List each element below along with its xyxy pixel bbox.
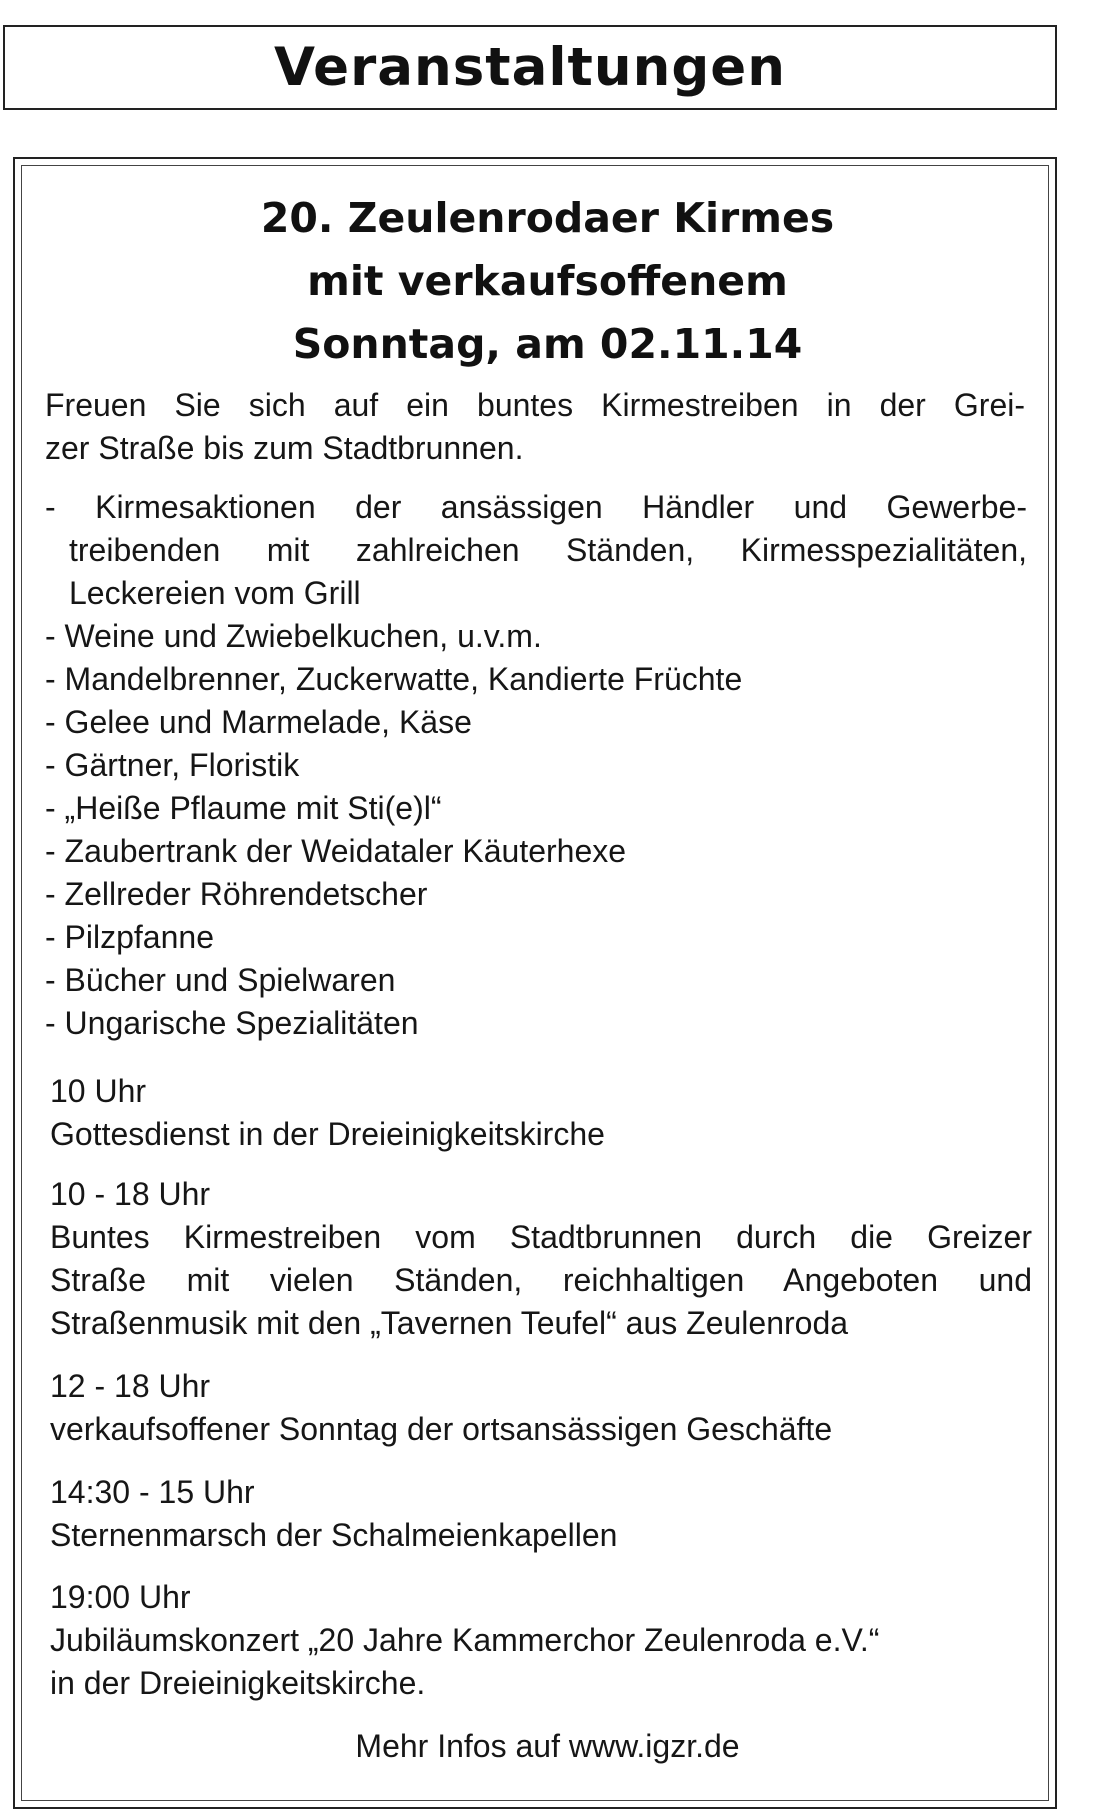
list-item: - Gelee und Marmelade, Käse [45, 704, 472, 740]
schedule-description: Straßenmusik mit den „Tavernen Teufel“ aus Zeulenroda [50, 1305, 849, 1341]
schedule-time: 12 - 18 Uhr [50, 1368, 211, 1404]
schedule-description: Sternenmarsch der Schalmeienkapellen [50, 1517, 618, 1553]
list-item: - Gärtner, Floristik [45, 747, 300, 783]
schedule-description: Jubiläumskonzert „20 Jahre Kammerchor Zeulenroda e.V.“ [50, 1622, 880, 1658]
list-item: - Weine und Zwiebelkuchen, u.v.m. [45, 618, 542, 654]
schedule-time: 10 - 18 Uhr [50, 1176, 211, 1212]
list-item: - Bücher und Spielwaren [45, 962, 396, 998]
schedule-time: 14:30 - 15 Uhr [50, 1474, 255, 1510]
list-item: - Zaubertrank der Weidataler Käuterhexe [45, 833, 627, 869]
schedule-description: in der Dreieinigkeitskirche. [50, 1665, 426, 1701]
section-title: Veranstaltungen [274, 37, 786, 98]
intro-line-2: zer Straße bis zum Stadtbrunnen. [45, 430, 524, 466]
list-item: - Ungarische Spezialitäten [45, 1005, 419, 1041]
list-item: - Zellreder Röhrendetscher [45, 876, 428, 912]
list-item-line: Leckereien vom Grill [69, 575, 361, 611]
intro-line-1: Freuen Sie sich auf ein buntes Kirmestreiben in der Grei- [45, 387, 1025, 423]
list-item-line: - Kirmesaktionen der ansässigen Händler und Gewerbe- [45, 489, 1027, 525]
schedule-description: Gottesdienst in der Dreieinigkeitskirche [50, 1116, 605, 1152]
event-title-line-3: Sonntag, am 02.11.14 [292, 320, 803, 368]
schedule-time: 19:00 Uhr [50, 1579, 191, 1615]
schedule-description: verkaufsoffener Sonntag der ortsansässigen Geschäfte [50, 1411, 833, 1447]
event-title-line-1: 20. Zeulenrodaer Kirmes [260, 194, 835, 242]
schedule-description: Straße mit vielen Ständen, reichhaltigen Angeboten und [50, 1262, 1032, 1298]
more-info-footer: Mehr Infos auf www.igzr.de [355, 1728, 740, 1764]
list-item: - Mandelbrenner, Zuckerwatte, Kandierte Früchte [45, 661, 743, 697]
list-item: - Pilzpfanne [45, 919, 214, 955]
list-item: - „Heiße Pflaume mit Sti(e)l“ [45, 790, 442, 826]
schedule-description: Buntes Kirmestreiben vom Stadtbrunnen durch die Greizer [50, 1219, 1032, 1255]
schedule-time: 10 Uhr [50, 1073, 147, 1109]
event-title-line-2: mit verkaufsoffenem [307, 257, 788, 305]
section-header-box [3, 25, 1057, 110]
list-item-line: treibenden mit zahlreichen Ständen, Kirmesspezialitäten, [69, 532, 1027, 568]
